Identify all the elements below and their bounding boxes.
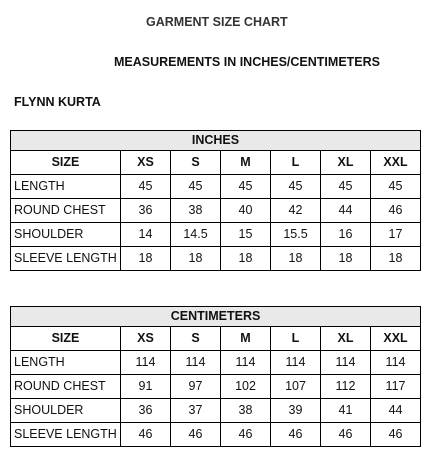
row-label: SHOULDER	[11, 223, 121, 247]
table-cell: 44	[371, 399, 421, 423]
table-cell: 114	[321, 351, 371, 375]
column-header: XL	[321, 151, 371, 175]
measurements-title: MEASUREMENTS IN INCHES/CENTIMETERS	[114, 55, 380, 69]
table-cell: 42	[271, 199, 321, 223]
table-cell: 46	[221, 423, 271, 447]
table-cell: 46	[371, 423, 421, 447]
table-cell: 15.5	[271, 223, 321, 247]
column-header: M	[221, 327, 271, 351]
inches-group-label: INCHES	[11, 131, 421, 151]
table-cell: 18	[121, 247, 171, 271]
table-cell: 114	[271, 351, 321, 375]
column-header: SIZE	[11, 327, 121, 351]
table-cell: 46	[171, 423, 221, 447]
table-cell: 18	[321, 247, 371, 271]
table-cell: 112	[321, 375, 371, 399]
chart-title: GARMENT SIZE CHART	[146, 15, 288, 29]
centimeters-column-header-row	[11, 327, 421, 351]
table-cell: 18	[171, 247, 221, 271]
table-cell: 45	[321, 175, 371, 199]
table-row	[11, 247, 421, 271]
column-header: XXL	[371, 327, 421, 351]
row-label: ROUND CHEST	[11, 375, 121, 399]
table-cell: 36	[121, 399, 171, 423]
table-cell: 39	[271, 399, 321, 423]
row-label: LENGTH	[11, 175, 121, 199]
table-cell: 46	[271, 423, 321, 447]
row-label: SHOULDER	[11, 399, 121, 423]
product-name: FLYNN KURTA	[14, 95, 101, 109]
table-cell: 15	[221, 223, 271, 247]
table-cell: 17	[371, 223, 421, 247]
table-cell: 14	[121, 223, 171, 247]
table-row	[11, 223, 421, 247]
table-row	[11, 399, 421, 423]
centimeters-group-label: CENTIMETERS	[11, 307, 421, 327]
table-cell: 45	[171, 175, 221, 199]
table-cell: 14.5	[171, 223, 221, 247]
table-cell: 38	[171, 199, 221, 223]
table-cell: 18	[221, 247, 271, 271]
table-cell: 45	[271, 175, 321, 199]
column-header: L	[271, 327, 321, 351]
centimeters-size-table	[10, 306, 421, 447]
inches-column-header-row	[11, 151, 421, 175]
table-cell: 45	[371, 175, 421, 199]
table-cell: 16	[321, 223, 371, 247]
column-header: S	[171, 327, 221, 351]
row-label: ROUND CHEST	[11, 199, 121, 223]
table-cell: 114	[221, 351, 271, 375]
table-cell: 45	[221, 175, 271, 199]
table-row	[11, 199, 421, 223]
row-label: SLEEVE LENGTH	[11, 423, 121, 447]
column-header: SIZE	[11, 151, 121, 175]
table-cell: 18	[271, 247, 321, 271]
table-cell: 114	[121, 351, 171, 375]
table-cell: 44	[321, 199, 371, 223]
table-cell: 117	[371, 375, 421, 399]
table-row	[11, 423, 421, 447]
table-row	[11, 351, 421, 375]
table-cell: 40	[221, 199, 271, 223]
table-cell: 91	[121, 375, 171, 399]
table-cell: 114	[171, 351, 221, 375]
column-header: XS	[121, 327, 171, 351]
table-cell: 37	[171, 399, 221, 423]
column-header: L	[271, 151, 321, 175]
row-label: SLEEVE LENGTH	[11, 247, 121, 271]
column-header: S	[171, 151, 221, 175]
table-cell: 38	[221, 399, 271, 423]
table-cell: 46	[371, 199, 421, 223]
row-label: LENGTH	[11, 351, 121, 375]
table-cell: 107	[271, 375, 321, 399]
table-cell: 36	[121, 199, 171, 223]
table-cell: 114	[371, 351, 421, 375]
column-header: M	[221, 151, 271, 175]
table-cell: 45	[121, 175, 171, 199]
inches-group-header-row	[11, 131, 421, 151]
table-cell: 41	[321, 399, 371, 423]
table-row	[11, 375, 421, 399]
centimeters-group-header-row	[11, 307, 421, 327]
table-cell: 102	[221, 375, 271, 399]
table-cell: 46	[321, 423, 371, 447]
table-cell: 97	[171, 375, 221, 399]
table-cell: 18	[371, 247, 421, 271]
column-header: XL	[321, 327, 371, 351]
column-header: XXL	[371, 151, 421, 175]
column-header: XS	[121, 151, 171, 175]
table-cell: 46	[121, 423, 171, 447]
table-row	[11, 175, 421, 199]
inches-size-table	[10, 130, 421, 271]
